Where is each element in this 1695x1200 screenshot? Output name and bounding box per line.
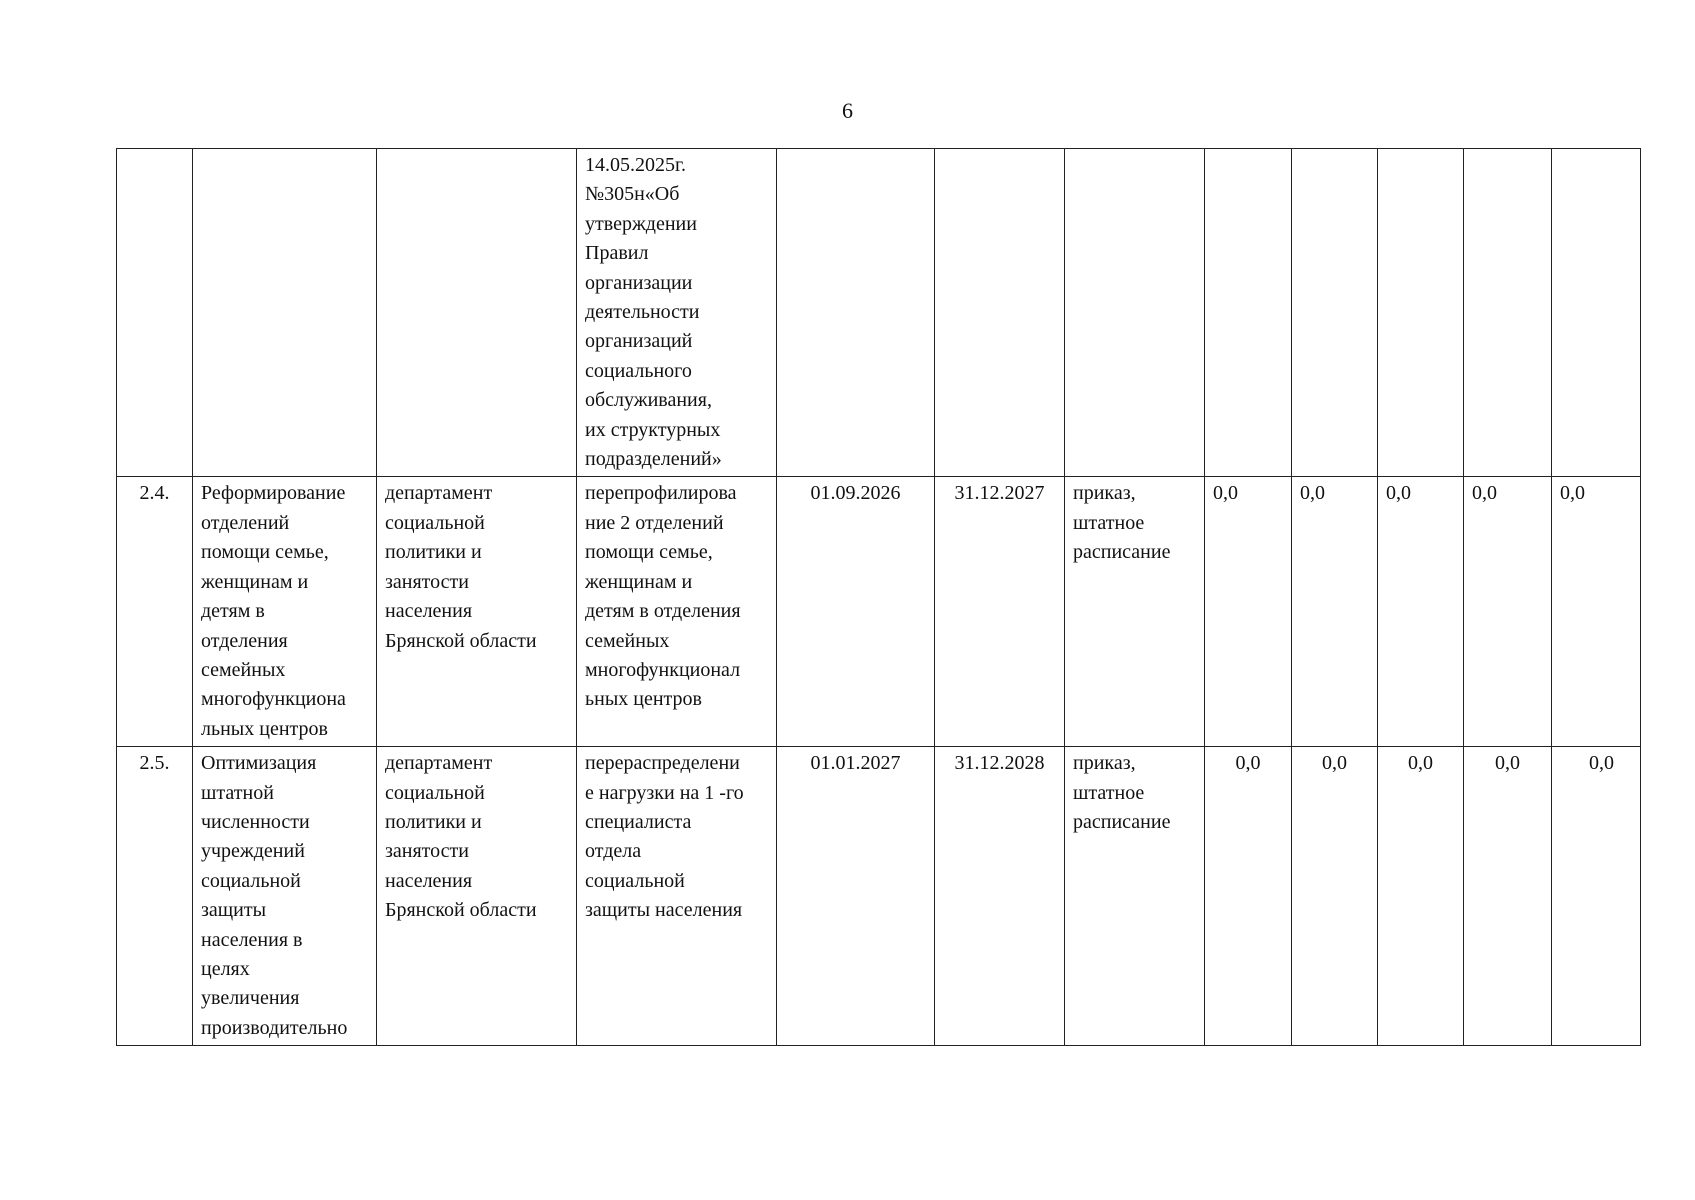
start-date: 01.01.2027	[777, 747, 935, 1046]
cell-responsible	[377, 747, 577, 1046]
cell-start-date	[777, 149, 935, 477]
value-cell: 0,0	[1464, 747, 1552, 1046]
cell-responsible	[377, 149, 577, 477]
cell-value	[1292, 149, 1378, 477]
value-cell: 0,0	[1205, 477, 1292, 747]
value-cell: 0,0	[1205, 747, 1292, 1046]
value-cell: 0,0	[1378, 477, 1464, 747]
responsible-executor: департамент социальной политики и занятости населения Брянской области	[385, 482, 537, 652]
cell-end-date	[935, 149, 1065, 477]
control-document: приказ, штатное расписание	[1073, 482, 1171, 564]
cell-value	[1552, 149, 1641, 477]
value-cell: 0,0	[1292, 477, 1378, 747]
measure-title: Оптимизация штатной численности учреждений социальной защиты населения в целях увеличения производительно	[201, 752, 348, 1039]
table-row	[117, 747, 1641, 1046]
value-cell: 0,0	[1292, 747, 1378, 1046]
measure-description: перепрофилирова ние 2 отделений помощи семье, женщинам и детям в отделения семейных многофункционал ьных центров	[585, 482, 741, 711]
measure-title: Реформирование отделений помощи семье, женщинам и детям в отделения семейных многофункциона льных центров	[201, 482, 346, 740]
cell-description	[577, 149, 777, 477]
cell-description	[577, 477, 777, 747]
row-number: 2.5.	[117, 747, 193, 1046]
continuation-description-text: 14.05.2025г. №305н«Об утверждении Правил организации деятельности организаций социального обслуживания, их структурных подразделений»	[585, 154, 722, 471]
measures-table	[116, 148, 1641, 1046]
cell-title	[193, 149, 377, 477]
control-document: приказ, штатное расписание	[1073, 752, 1171, 833]
end-date: 31.12.2027	[935, 477, 1065, 747]
cell-document	[1065, 747, 1205, 1046]
cell-responsible	[377, 477, 577, 747]
value-cell: 0,0	[1552, 747, 1641, 1046]
cell-description	[577, 747, 777, 1046]
cell-document	[1065, 477, 1205, 747]
table-row-continuation	[117, 149, 1641, 477]
cell-value	[1464, 149, 1552, 477]
page-number: 6	[842, 98, 853, 123]
start-date: 01.09.2026	[777, 477, 935, 747]
cell-title	[193, 477, 377, 747]
end-date: 31.12.2028	[935, 747, 1065, 1046]
value-cell: 0,0	[1378, 747, 1464, 1046]
value-cell: 0,0	[1552, 477, 1641, 747]
table-row	[117, 477, 1641, 747]
row-number: 2.4.	[117, 477, 193, 747]
responsible-executor: департамент социальной политики и занятости населения Брянской области	[385, 752, 537, 922]
cell-document	[1065, 149, 1205, 477]
value-cell: 0,0	[1464, 477, 1552, 747]
cell-num	[117, 149, 193, 477]
cell-title	[193, 747, 377, 1046]
cell-value	[1205, 149, 1292, 477]
cell-value	[1378, 149, 1464, 477]
measure-description: перераспределени е нагрузки на 1 -го специалиста отдела социальной защиты населения	[585, 752, 744, 922]
